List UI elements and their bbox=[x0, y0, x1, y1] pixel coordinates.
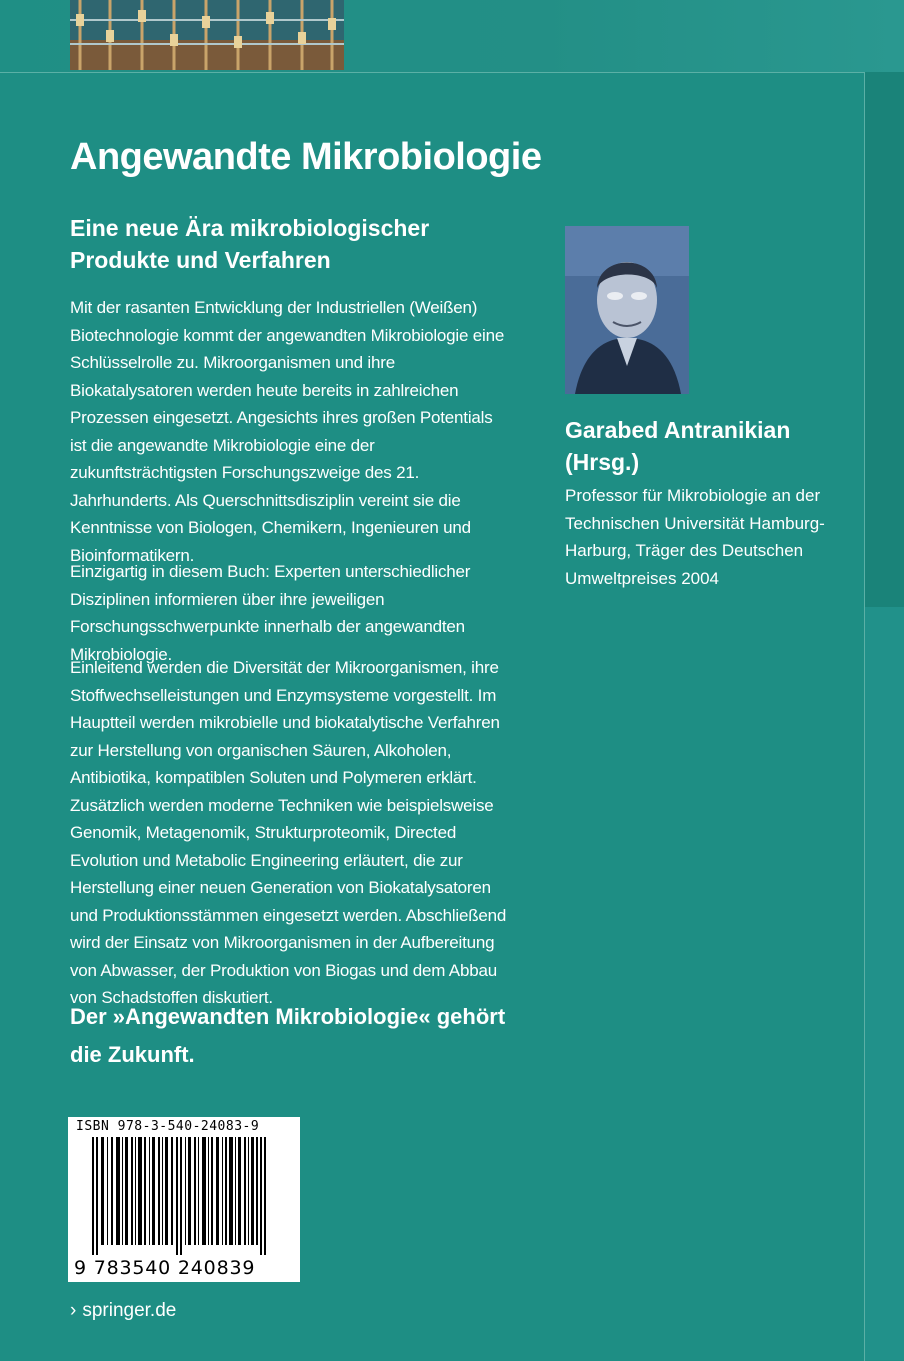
author-description: Professor für Mikrobiologie an der Technischen Universität Hamburg-Harburg, Träger des Deutschen Umweltpreises 2004 bbox=[565, 486, 825, 588]
barcode-bars bbox=[76, 1137, 292, 1255]
right-edge-band bbox=[865, 72, 904, 607]
book-subtitle: Eine neue Ära mikrobiologischer Produkte und Verfahren bbox=[70, 215, 430, 273]
book-title: Angewandte Mikrobiologie bbox=[70, 136, 542, 178]
right-edge-band-lower bbox=[865, 607, 904, 1360]
publisher-link[interactable] bbox=[70, 1300, 176, 1322]
blurb-paragraph-3: Einleitend werden die Diversität der Mikroorganismen, ihre Stoffwechselleistungen und Enzymsysteme vorgestellt. Im Hauptteil werden mikrobielle und biokatalytische Verfahren zur Herstellung von organischen Säuren, Alkoholen, Antibiotika, kompatiblen Soluten und Polymeren erklärt. Zusätzlich werden moderne Techniken wie beispielsweise Genomik, Metagenomik, Strukturproteomik, Directed Evolution und Metabolic Engineering erläutert, die zur Herstellung einer neuen Generation von Biokatalysatoren und Produktionsstämmen eingesetzt werden. Abschließend wird der Einsatz von Mikroorganismen in der Aufbereitung von Abwasser, der Produktion von Biogas und dem Abbau von Schadstoffen diskutiert. bbox=[70, 658, 507, 1007]
closing-statement: Der »Angewandten Mikrobiologie« gehört die Zukunft. bbox=[70, 1004, 506, 1067]
blurb-paragraph-2: Einzigartig in diesem Buch: Experten unterschiedlicher Disziplinen informieren über ihre jeweiligen Forschungsschwerpunkte innerhalb der angewandten Mikrobiologie. bbox=[70, 562, 471, 664]
blurb-paragraph-1: Mit der rasanten Entwicklung der Industriellen (Weißen) Biotechnologie kommt der angewandten Mikrobiologie eine Schlüsselrolle zu. Mikroorganismen und ihre Biokatalysatoren werden heute bereits in zahlreichen Prozessen eingesetzt. Angesichts ihres großen Potentials ist die angewandte Mikrobiologie eine der zukunftsträchtigsten Forschungszweige des 21. Jahrhunderts. Als Querschnittsdisziplin vereint sie die Kenntnisse von Biologen, Chemikern, Ingenieuren und Bioinformatikern. bbox=[70, 298, 505, 565]
chevron-right-icon: › bbox=[70, 1300, 77, 1321]
isbn-label: ISBN 978-3-540-24083-9 bbox=[76, 1119, 260, 1134]
publisher-url: springer.de bbox=[82, 1300, 177, 1321]
author-portrait bbox=[565, 226, 689, 394]
author-name: Garabed Antranikian (Hrsg.) bbox=[565, 417, 791, 475]
isbn-barcode bbox=[68, 1117, 300, 1282]
ean-digits: 9 783540 240839 bbox=[74, 1257, 256, 1279]
cover-photo-strip bbox=[70, 0, 344, 70]
